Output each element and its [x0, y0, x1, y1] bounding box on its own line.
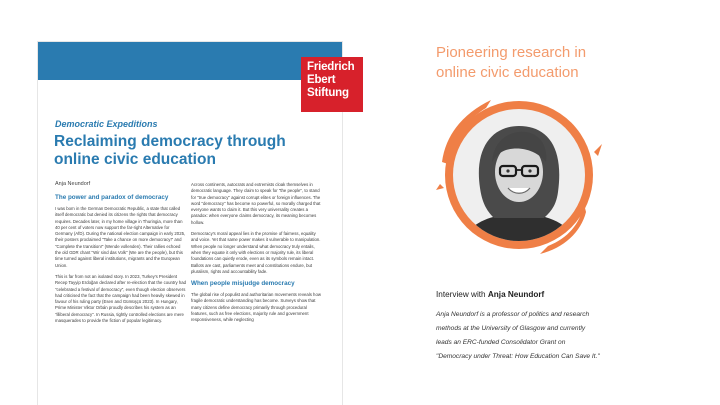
- logo-line-1: Friedrich: [307, 61, 355, 73]
- logo-line-2: Ebert: [307, 74, 336, 86]
- headline: [436, 43, 696, 83]
- headline-line-1: Pioneering research in: [436, 44, 587, 61]
- logo-line-3: Stiftung: [307, 87, 349, 99]
- article-column-right: [191, 182, 323, 329]
- paragraph: Across continents, autocrats and extremists cloak themselves in democratic language. They claim to speak for "the people", to stand for "true democracy" against corrupt elites or foreign influences. The word "democracy" has become so powerful, so morally charged that everyone wants to claim it. But this very universality creates a paradox: when everyone claims democracy, its meaning becomes hollow.: [191, 182, 321, 225]
- bio-line-3: leads an ERC-funded Consolidator Grant on: [436, 339, 566, 346]
- portrait-image: [436, 92, 602, 258]
- headline-line-2: online civic education: [436, 64, 579, 81]
- article-title: Reclaiming democracy through online civic education: [54, 133, 286, 168]
- portrait: [436, 92, 602, 258]
- paragraph: Democracy's moral appeal lies in the promise of fairness, equality and voice. Yet that same power makes it vulnerable to manipulation. When people no longer understand what democracy truly entails, when they equate it only with elections or majority rule, its liberal foundations can quietly erode, even as its symbols remain intact. Ballots are cast, parliaments meet and constitutions endure, but pluralism, rights and accountability fade.: [191, 231, 321, 274]
- fes-logo: [301, 57, 363, 112]
- bio-line-2: methods at the University of Glasgow and currently: [436, 325, 586, 332]
- article-column-left: [55, 192, 187, 329]
- paragraph: The global rise of populist and authoritarian movements reveals how fragile democratic understanding has become. Surveys show that many citizens define democracy primarily through procedural features, such as free elections, majority rule and government responsiveness, while neglecting: [191, 292, 321, 323]
- paragraph: I was born in the German Democratic Republic, a state that called itself democratic but denied its citizens the rights that democracy requires. Decades later, in my home village in Thuringia, more than 40 per cent of voters now support the far-right Alternative for Germany (AfD). During the national election campaign in early 2025, their posters proclaimed "Take a chance on more democracy!" and "Complete the transition!" (Wende vollenden). Their rallies echoed the old GDR chant "Wir sind das Volk" (We are the people), but this time turned against liberal institutions, migrants and the European Union.: [55, 206, 186, 268]
- bio-line-1: Anja Neundorf is a professor of politics and research: [436, 311, 590, 318]
- header-band: [38, 42, 342, 80]
- interview-caption: [436, 290, 544, 299]
- bio-text: [436, 308, 701, 364]
- section-heading: The power and paradox of democracy: [55, 194, 169, 201]
- interviewee-name: Anja Neundorf: [487, 290, 545, 299]
- interview-prefix: Interview with: [436, 290, 488, 299]
- article-byline: Anja Neundorf: [55, 181, 91, 187]
- paragraph: This is far from not an isolated story. In 2023, Turkey's President Recep Tayyip Erdoğan declared after re-election that the country had "celebrated a festival of democracy", even though election observers had criticised the fact that the campaign had been heavily skewed in favour of his ruling party (Esen and Gümüşçü 2023). In Hungary, Prime Minister Viktor Orbán proudly describes his system as an "illiberal democracy". In Russia, tightly controlled elections are mere masquerades to provide the fiction of popular legitimacy.: [55, 273, 187, 324]
- bio-line-4: "Democracy under Threat: How Education Can Save It.": [436, 353, 600, 360]
- photo: [436, 92, 602, 258]
- section-heading: When people misjudge democracy: [191, 280, 295, 288]
- series-label: Democratic Expeditions: [55, 119, 158, 129]
- article-page: [38, 42, 355, 405]
